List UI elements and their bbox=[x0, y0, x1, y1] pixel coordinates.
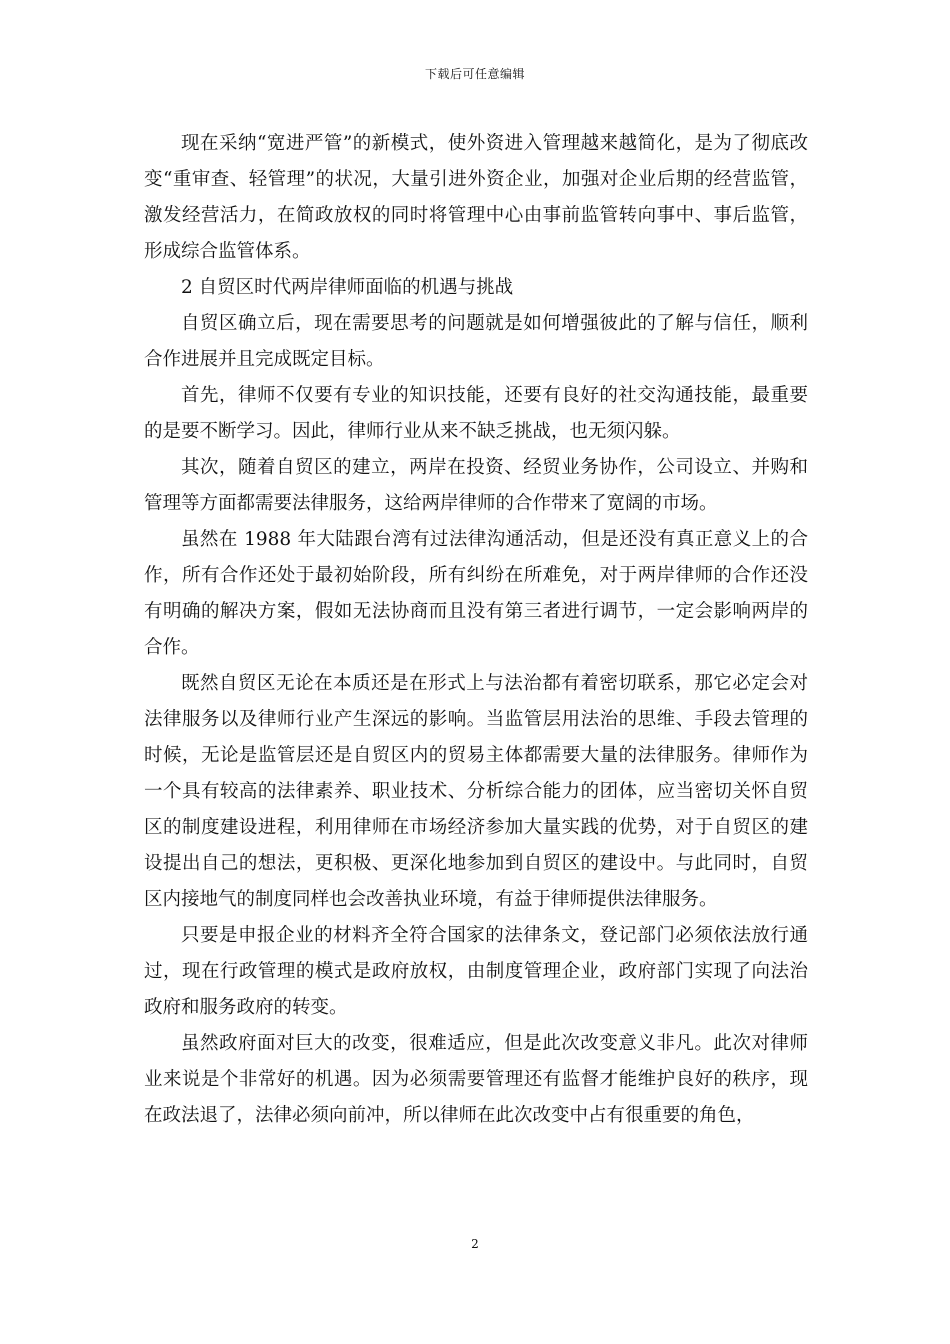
paragraph-6: 既然自贸区无论在本质还是在形式上与法治都有着密切联系，那它必定会对法律服务以及律师行业产生深远的影响。当监管层用法治的思维、手段去管理的时候，无论是监管层还是自贸区内的贸易主体都需要大量的法律服务。律师作为一个具有较高的法律素养、职业技术、分析综合能力的团体，应当密切关怀自贸区的制度建设进程，利用律师在市场经济参加大量实践的优势，对于自贸区的建设提出自己的想法，更积极、更深化地参加到自贸区的建设中。与此同时，自贸区内接地气的制度同样也会改善执业环境，有益于律师提供法律服务。 bbox=[144, 673, 808, 910]
paragraph-1: 现在采纳“宽进严管”的新模式，使外资进入管理越来越简化，是为了彻底改变“重审查、轻管理”的状况，大量引进外资企业，加强对企业后期的经营监管，激发经营活力，在简政放权的同时将管理中心由事前监管转向事中、事后监管，形成综合监管体系。 bbox=[144, 133, 808, 262]
paragraph-4: 其次，随着自贸区的建立，两岸在投资、经贸业务协作，公司设立、并购和管理等方面都需要法律服务，这给两岸律师的合作带来了宽阔的市场。 bbox=[144, 457, 808, 514]
page-number: 2 bbox=[471, 1237, 479, 1251]
page-header: 下载后可任意编辑 bbox=[424, 67, 525, 81]
section-heading: 2 自贸区时代两岸律师面临的机遇与挑战 bbox=[181, 277, 514, 298]
paragraph-3: 首先，律师不仅要有专业的知识技能，还要有良好的社交沟通技能，最重要的是要不断学习。因此，律师行业从来不缺乏挑战，也无须闪躲。 bbox=[144, 385, 808, 442]
paragraph-7: 只要是申报企业的材料齐全符合国家的法律条文，登记部门必须依法放行通过，现在行政管理的模式是政府放权，由制度管理企业，政府部门实现了向法治政府和服务政府的转变。 bbox=[144, 925, 808, 1018]
paragraph-5: 虽然在 1988 年大陆跟台湾有过法律沟通活动，但是还没有真正意义上的合作，所有合作还处于最初始阶段，所有纠纷在所难免，对于两岸律师的合作还没有明确的解决方案，假如无法协商而且没有第三者进行调节，一定会影响两岸的合作。 bbox=[144, 529, 808, 658]
document-body bbox=[144, 126, 808, 1134]
paragraph-2: 自贸区确立后，现在需要思考的问题就是如何增强彼此的了解与信任，顺利合作进展并且完成既定目标。 bbox=[144, 313, 808, 370]
paragraph-8: 虽然政府面对巨大的改变，很难适应，但是此次改变意义非凡。此次对律师业来说是个非常好的机遇。因为必须需要管理还有监督才能维护良好的秩序，现在政法退了，法律必须向前冲，所以律师在此次改变中占有很重要的角色， bbox=[144, 1033, 808, 1126]
